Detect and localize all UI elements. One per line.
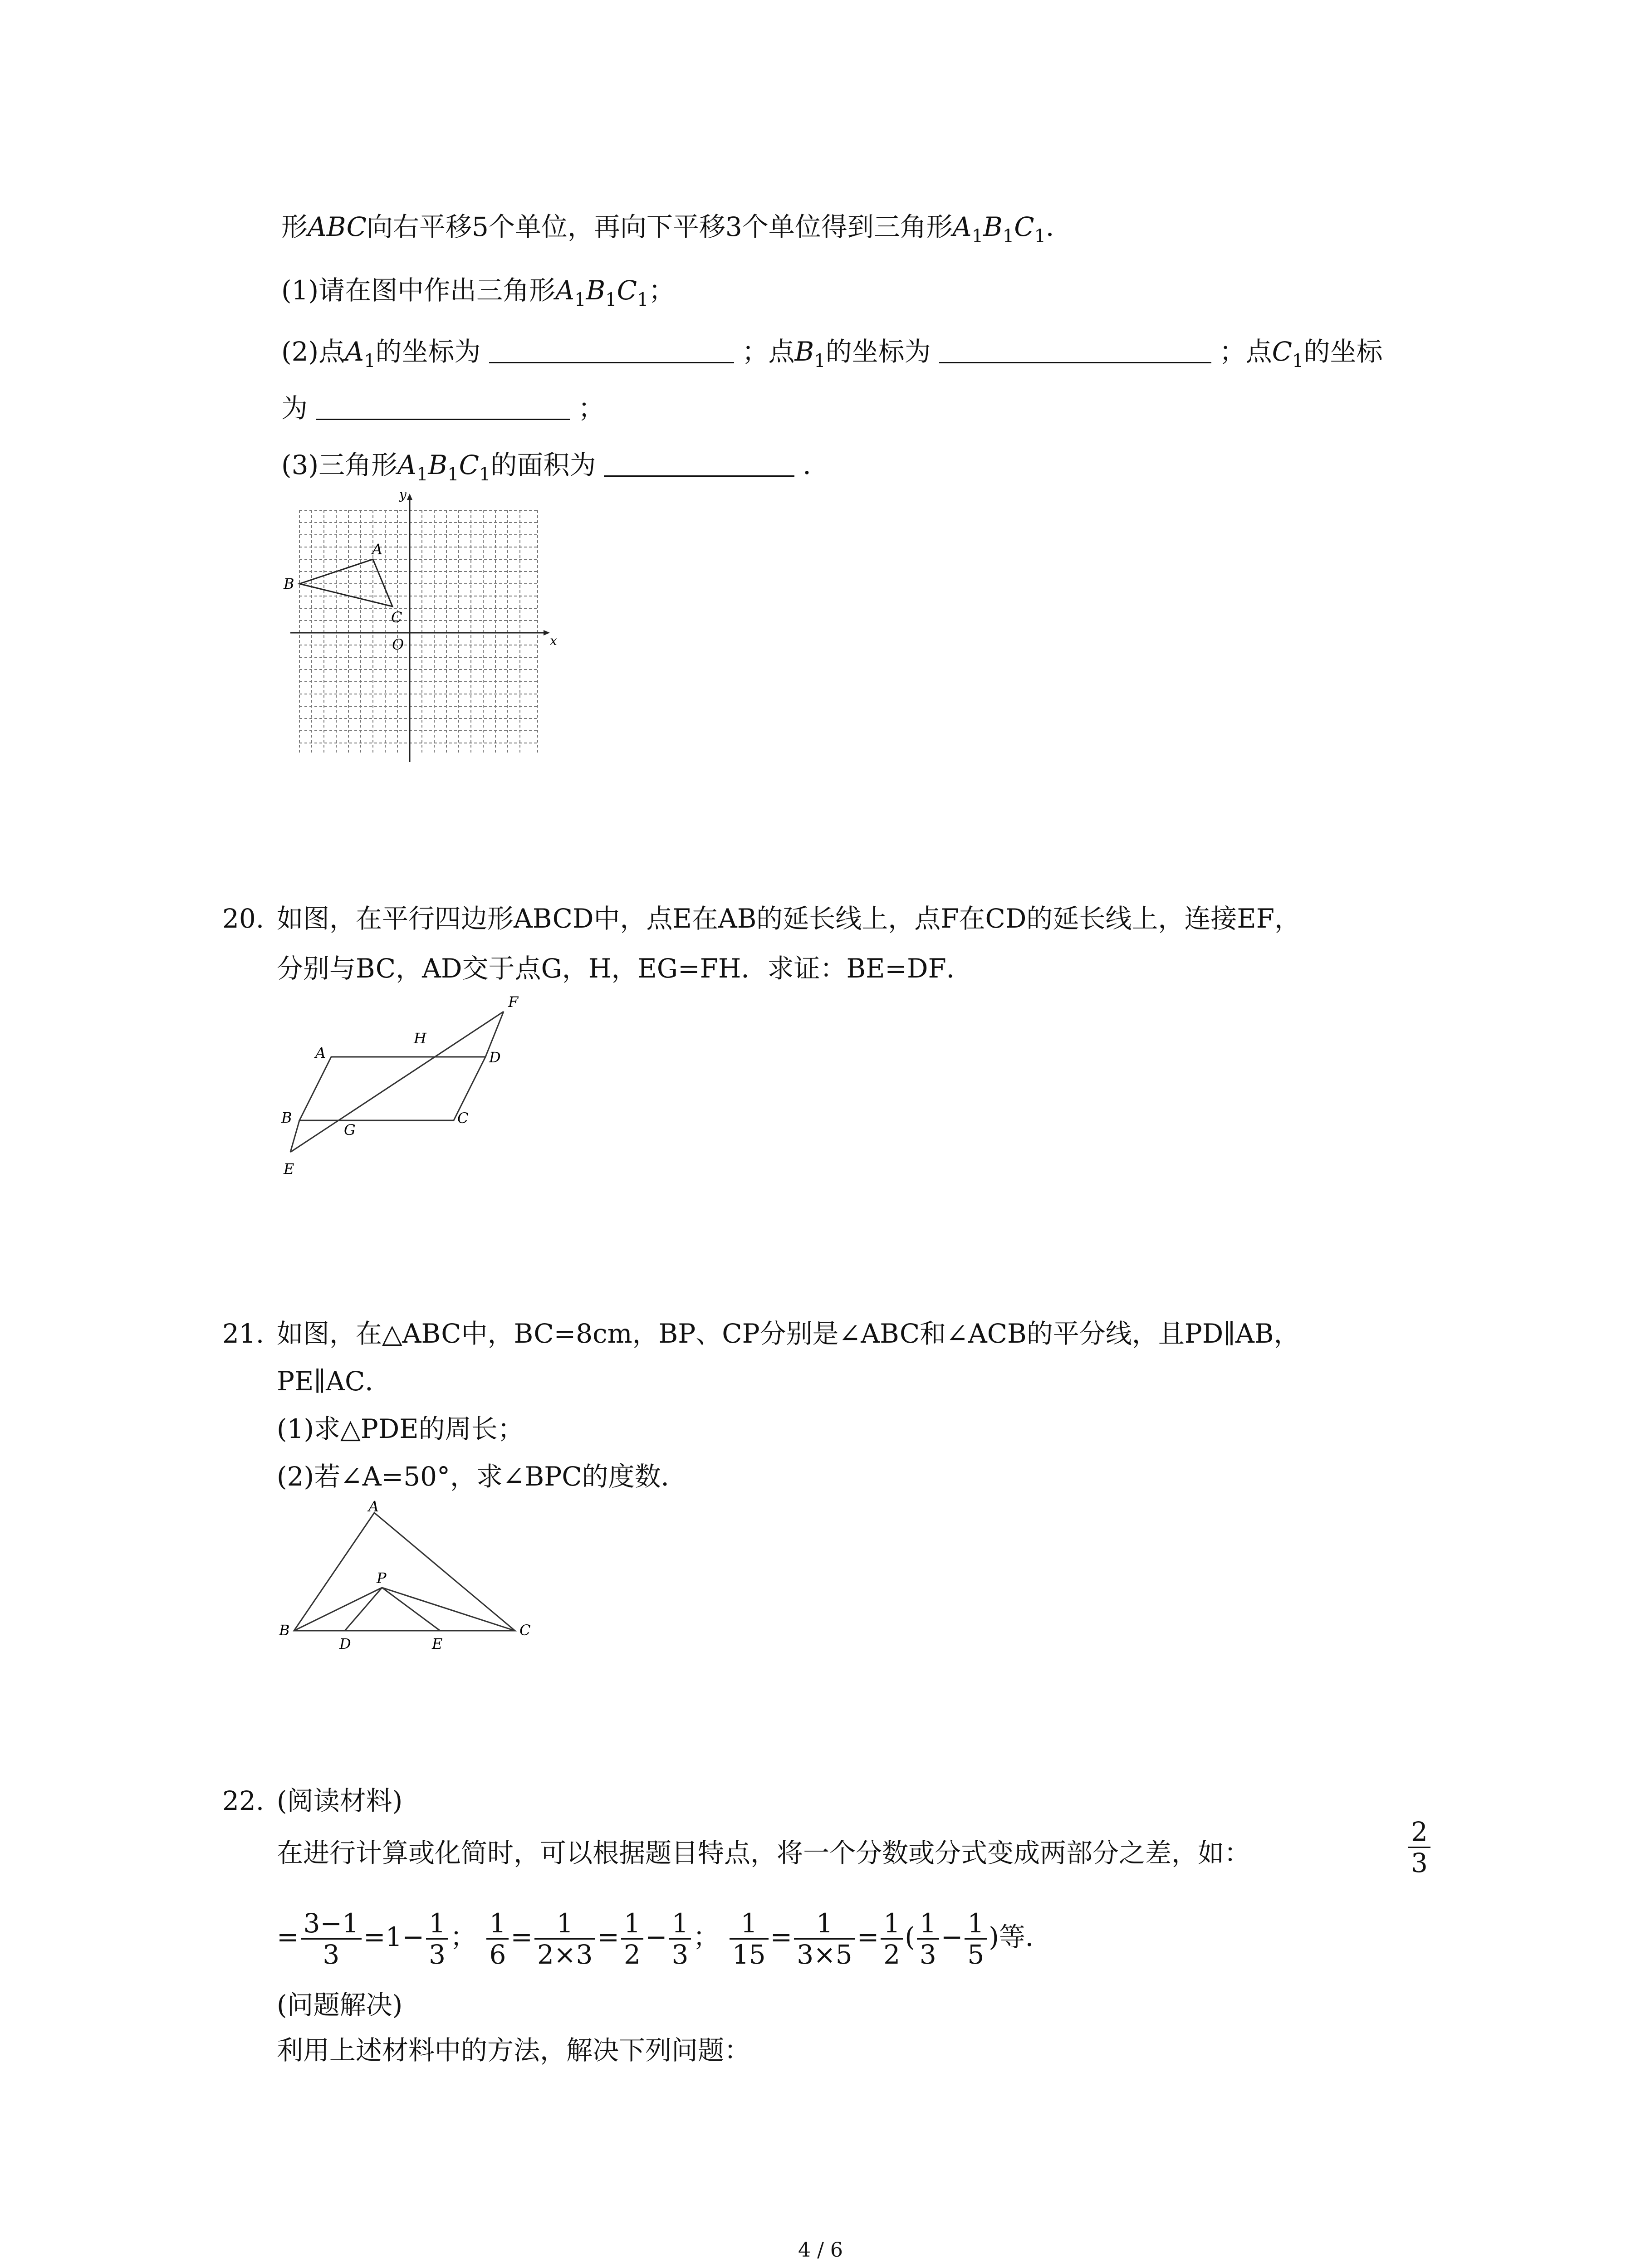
label-C: C xyxy=(519,1622,531,1639)
label-B: B xyxy=(284,575,294,592)
label-C: C xyxy=(457,1110,469,1127)
label-E: E xyxy=(432,1635,443,1652)
label-F: F xyxy=(508,993,519,1011)
figure-coordinate-grid xyxy=(272,490,567,762)
label-E: E xyxy=(284,1160,294,1178)
page-number: 4 / 6 xyxy=(798,2239,843,2262)
q22-header: 22. (阅读材料) xyxy=(222,1785,403,1816)
label-D: D xyxy=(489,1049,501,1066)
q19-part1: (1)请在图中作出三角形$A_1B_1C_1$； xyxy=(281,275,675,310)
label-x: x xyxy=(550,633,557,648)
figure-parallelogram xyxy=(272,984,526,1184)
q22-examples: = $\frac{3-1}{3}$ =1− $\frac{1}{3}$ ； $\frac{1}{6}$ = $\frac{1}{2\times 3}$ = $\frac{1}{2}$ − $\frac{1}{3}$ ； $\frac{1}{15}$ = $\frac{1}{3\times 5}$ = $\frac{1}{2}$ ( $\frac{1}{3}$ − $\frac{1}{5}$ )等． xyxy=(277,1908,1052,1970)
q19-part2: (2)点$A_1$的坐标为 ；点$B_1$的坐标为 ；点$C_1$的坐标 xyxy=(281,336,1383,371)
q20-text2: 分别与BC，AD交于点G，H，EG=FH．求证：BE=DF． xyxy=(277,953,973,984)
q22-text1: 在进行计算或化简时，可以根据题目特点，将一个分数或分式变成两部分之差，如： xyxy=(277,1838,1251,1868)
answer-blank-area[interactable] xyxy=(604,449,794,477)
triangle-abc xyxy=(299,559,392,606)
q21-text2: PE∥AC． xyxy=(277,1366,392,1397)
q22-header2: (问题解决) xyxy=(277,1989,403,2020)
label-A: A xyxy=(368,1498,379,1515)
label-A: A xyxy=(372,541,383,558)
label-G: G xyxy=(344,1121,356,1139)
label-P: P xyxy=(377,1569,387,1587)
q19-part2-cont: 为 ； xyxy=(281,393,605,424)
answer-blank-b1[interactable] xyxy=(939,336,1211,363)
q21-sub1: (1)求△PDE的周长； xyxy=(277,1413,524,1444)
q22-text3: 利用上述材料中的方法，解决下列问题： xyxy=(277,2035,751,2066)
segment-ef xyxy=(290,1012,504,1152)
label-B: B xyxy=(281,1109,292,1126)
label-H: H xyxy=(414,1030,426,1047)
label-B: B xyxy=(279,1622,290,1639)
q20-text1: 20. 如图，在平行四边形ABCD中，点E在AB的延长线上，点F在CD的延长线上，连接EF， xyxy=(222,903,1301,934)
label-D: D xyxy=(339,1635,351,1652)
q19-intro: 形ABC向右平移5个单位，再向下平移3个单位得到三角形$A_1B_1C_1$． xyxy=(281,211,1073,247)
label-A: A xyxy=(315,1044,326,1061)
figure-triangle-bisectors xyxy=(272,1497,535,1665)
answer-blank-a1[interactable] xyxy=(489,336,734,363)
q19-part3: (3)三角形$A_1B_1C_1$的面积为 ． xyxy=(281,450,829,485)
label-O: O xyxy=(392,636,404,653)
q21-sub2: (2)若∠A=50°，求∠BPC的度数． xyxy=(277,1461,687,1492)
answer-blank-c1[interactable] xyxy=(316,392,570,420)
triangle-abc xyxy=(294,1513,515,1631)
fraction-two-thirds: $\frac{2}{3}$ xyxy=(1408,1817,1430,1878)
label-C: C xyxy=(391,609,402,626)
q21-text1: 21. 如图，在△ABC中，BC=8cm，BP、CP分别是∠ABC和∠ACB的平分线，且PD∥AB， xyxy=(222,1318,1300,1349)
label-y: y xyxy=(399,490,407,502)
